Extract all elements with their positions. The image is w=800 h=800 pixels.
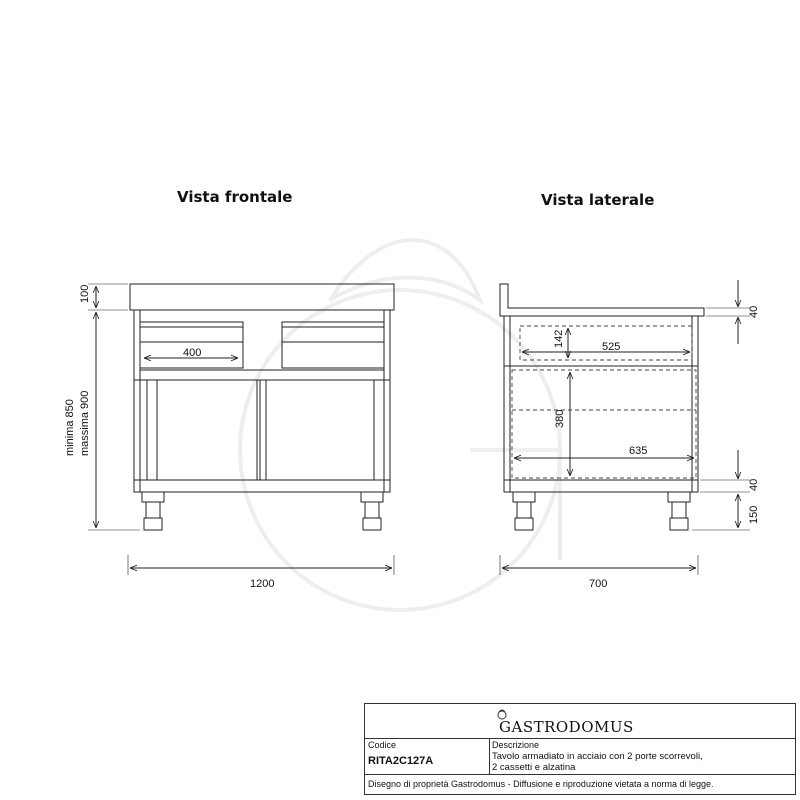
brand-row [365,704,795,739]
side-cabinet-outline [512,370,696,478]
code-cell [365,738,490,774]
description-value: Tavolo armadiato in acciaio con 2 porte scorrevoli, 2 cassetti e alzatina [492,751,703,773]
side-leg-front [513,492,535,530]
side-cabinet-depth-label: 635 [629,445,648,457]
front-height-min-label: minima 850 [64,399,76,456]
side-upstand-top [500,284,704,316]
side-view-drawing [500,284,704,530]
side-leg-back [668,492,690,530]
front-drawer-left [140,322,243,368]
front-total-width-label: 1200 [250,578,275,590]
code-description-row [365,738,795,775]
code-value: RITA2C127A [368,755,434,767]
side-drawer-height-label: 142 [553,329,565,348]
front-top-height-label: 100 [79,284,91,303]
brand-name: GASTRODOMUS [499,718,634,736]
side-base-gap-label: 40 [748,478,760,491]
front-leg-right [361,492,383,530]
front-leg-left [142,492,164,530]
ownership-notice: Disegno di proprietà Gastrodomus - Diffusione e riproduzione vietata a norma di legge. [368,779,714,789]
front-height-max-label: massima 900 [79,390,91,456]
code-label: Codice [368,740,397,750]
front-door-right [260,380,384,480]
side-upstand-label: 40 [748,305,760,318]
side-view-title: Vista laterale [541,191,655,209]
side-cabinet-body [504,316,698,492]
front-drawer-width-label: 400 [183,347,202,359]
description-label: Descrizione [492,740,540,750]
side-total-depth-label: 700 [589,578,608,590]
description-cell [489,738,795,774]
title-block [364,703,796,795]
side-leg-height-label: 150 [748,505,760,524]
front-view-title: Vista frontale [177,188,293,206]
front-cabinet-frame [134,310,390,492]
side-cabinet-height-label: 380 [554,409,566,428]
side-drawer-depth-label: 525 [602,341,621,353]
